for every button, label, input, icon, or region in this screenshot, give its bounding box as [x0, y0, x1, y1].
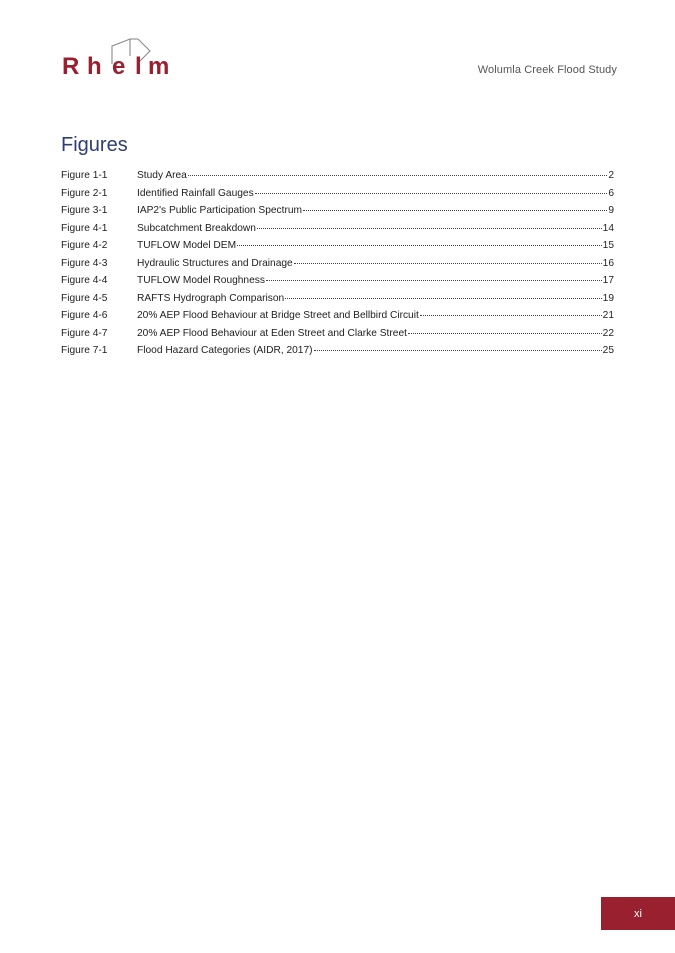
- figure-title: Identified Rainfall Gauges: [137, 187, 254, 199]
- figure-title: 20% AEP Flood Behaviour at Eden Street and Clarke Street: [137, 327, 407, 339]
- figure-title: 20% AEP Flood Behaviour at Bridge Street and Bellbird Circuit: [137, 310, 419, 321]
- figure-title: Subcatchment Breakdown: [137, 222, 256, 234]
- dot-leader: [257, 228, 602, 229]
- figure-number: Figure 2-1: [61, 187, 108, 199]
- figure-page: 6: [608, 187, 614, 199]
- figure-number: Figure 4-3: [61, 257, 108, 269]
- figure-number: Figure 4-2: [61, 240, 108, 251]
- figure-number: Figure 4-6: [61, 310, 108, 321]
- svg-text:l: l: [135, 53, 142, 80]
- svg-text:m: m: [148, 53, 170, 80]
- figures-list: [61, 170, 614, 363]
- toc-entry-figure-4-3[interactable]: [61, 258, 614, 276]
- toc-entry-figure-4-7[interactable]: [61, 328, 614, 346]
- figure-page: 14: [602, 222, 614, 234]
- dot-leader: [303, 210, 607, 211]
- page-number-badge: [601, 897, 675, 930]
- page-number: xi: [634, 907, 642, 920]
- toc-entry-figure-4-4[interactable]: [61, 275, 614, 293]
- dot-leader: [188, 175, 607, 176]
- figure-page: 19: [602, 292, 614, 304]
- document-title: Wolumla Creek Flood Study: [477, 64, 617, 76]
- dot-leader: [255, 193, 608, 194]
- dot-leader: [314, 350, 602, 351]
- figure-title: TUFLOW Model Roughness: [137, 275, 265, 286]
- figure-number: Figure 4-1: [61, 222, 108, 234]
- svg-text:e: e: [112, 53, 126, 80]
- figure-number: Figure 7-1: [61, 345, 108, 356]
- figures-heading: Figures: [61, 134, 128, 156]
- figure-number: Figure 4-4: [61, 275, 108, 286]
- figure-number: Figure 4-5: [61, 292, 108, 304]
- toc-entry-figure-1-1[interactable]: [61, 170, 614, 188]
- toc-entry-figure-3-1[interactable]: [61, 205, 614, 223]
- figure-page: 21: [602, 310, 614, 321]
- toc-entry-figure-2-1[interactable]: [61, 188, 614, 206]
- figure-page: 9: [608, 205, 614, 216]
- dot-leader: [420, 315, 602, 316]
- toc-entry-figure-4-1[interactable]: [61, 223, 614, 241]
- toc-entry-figure-4-5[interactable]: [61, 293, 614, 311]
- figure-number: Figure 4-7: [61, 327, 108, 339]
- figure-title: Hydraulic Structures and Drainage: [137, 257, 293, 269]
- figure-title: IAP2's Public Participation Spectrum: [137, 205, 303, 216]
- figure-title: Study Area: [137, 170, 187, 181]
- figure-page: 2: [608, 170, 614, 181]
- figure-title: TUFLOW Model DEM: [137, 240, 237, 251]
- figure-page: 17: [602, 275, 614, 286]
- figure-page: 25: [602, 345, 614, 356]
- figure-title: Flood Hazard Categories (AIDR, 2017): [137, 345, 313, 356]
- figure-page: 15: [602, 240, 614, 251]
- svg-text:R: R: [62, 53, 80, 80]
- toc-entry-figure-4-6[interactable]: [61, 310, 614, 328]
- company-logo: [60, 36, 190, 82]
- dot-leader: [294, 263, 602, 264]
- dot-leader: [266, 280, 602, 281]
- figure-title: RAFTS Hydrograph Comparison: [137, 292, 285, 304]
- figure-page: 16: [602, 257, 614, 269]
- dot-leader: [408, 333, 602, 334]
- toc-entry-figure-4-2[interactable]: [61, 240, 614, 258]
- figure-number: Figure 1-1: [61, 170, 108, 181]
- dot-leader: [285, 298, 601, 299]
- toc-entry-figure-7-1[interactable]: [61, 345, 614, 363]
- figure-page: 22: [602, 327, 614, 339]
- svg-text:h: h: [87, 53, 102, 80]
- figure-number: Figure 3-1: [61, 205, 108, 216]
- dot-leader: [237, 245, 602, 246]
